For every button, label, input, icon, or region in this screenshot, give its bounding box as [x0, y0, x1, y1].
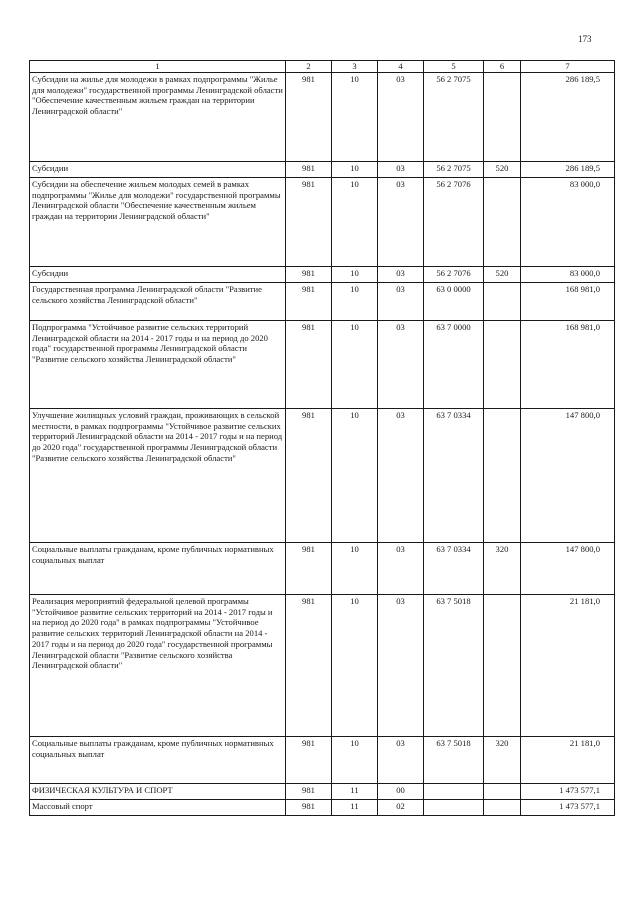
column-header: 3	[332, 61, 378, 73]
row-sum: 168 981,0	[521, 321, 615, 409]
row-name: Субсидии на обеспечение жильем молодых семей в рамках подпрограммы "Жилье для молодежи" государственной программы Ленинградской области "Обеспечение качественным жильем граждан на территории Ленинградской области"	[30, 178, 286, 267]
row-sum: 83 000,0	[521, 267, 615, 283]
row-code-target: 56 2 7076	[424, 267, 484, 283]
table-row	[30, 784, 615, 800]
row-code-target: 56 2 7076	[424, 178, 484, 267]
row-code-admin: 981	[286, 267, 332, 283]
row-code-admin: 981	[286, 595, 332, 737]
table-header-row	[30, 61, 615, 73]
row-name: Социальные выплаты гражданам, кроме публичных нормативных социальных выплат	[30, 543, 286, 595]
column-header: 2	[286, 61, 332, 73]
column-header: 5	[424, 61, 484, 73]
row-sum: 1 473 577,1	[521, 784, 615, 800]
row-code-target	[424, 784, 484, 800]
row-code-section: 10	[332, 162, 378, 178]
row-name: Субсидии на жилье для молодежи в рамках подпрограммы "Жилье для молодежи" государственной программы Ленинградской области "Обеспечение качественным жильем граждан на территории Ленинградской области"	[30, 73, 286, 162]
row-code-type: 320	[484, 543, 521, 595]
row-name: Подпрограмма "Устойчивое развитие сельских территорий Ленинградской области на 2014 - 2017 годы и на период до 2020 года" государственной программы Ленинградской области "Развитие сельского хозяйства Ленинградской области"	[30, 321, 286, 409]
table-row	[30, 321, 615, 409]
table-row	[30, 543, 615, 595]
row-name: ФИЗИЧЕСКАЯ КУЛЬТУРА И СПОРТ	[30, 784, 286, 800]
column-header: 7	[521, 61, 615, 73]
column-header: 1	[30, 61, 286, 73]
row-code-target: 63 7 0334	[424, 543, 484, 595]
row-sum: 21 181,0	[521, 595, 615, 737]
row-code-section: 10	[332, 409, 378, 543]
row-name: Реализация мероприятий федеральной целевой программы "Устойчивое развитие сельских территорий на 2014 - 2017 годы и на период до 2020 года" в рамках подпрограммы "Устойчивое развитие сельских территорий Ленинградской области на 2014 - 2017 годы и на период до 2020 года" государственной программы Ленинградской области "Развитие сельского хозяйства Ленинградской области"	[30, 595, 286, 737]
row-code-subsection: 03	[378, 267, 424, 283]
row-code-target: 63 7 0334	[424, 409, 484, 543]
row-code-section: 10	[332, 267, 378, 283]
row-sum: 21 181,0	[521, 737, 615, 784]
row-code-section: 10	[332, 543, 378, 595]
table-row	[30, 178, 615, 267]
row-code-subsection: 03	[378, 543, 424, 595]
row-code-admin: 981	[286, 409, 332, 543]
row-name: Массовый спорт	[30, 800, 286, 816]
row-code-type	[484, 73, 521, 162]
page-number: 173	[578, 34, 592, 44]
row-code-subsection: 02	[378, 800, 424, 816]
row-code-admin: 981	[286, 800, 332, 816]
row-code-target: 56 2 7075	[424, 73, 484, 162]
table-row	[30, 737, 615, 784]
row-code-section: 10	[332, 283, 378, 321]
row-name: Субсидии	[30, 162, 286, 178]
row-code-subsection: 03	[378, 737, 424, 784]
row-code-admin: 981	[286, 543, 332, 595]
row-code-section: 10	[332, 595, 378, 737]
row-sum: 147 800,0	[521, 409, 615, 543]
row-code-type	[484, 321, 521, 409]
budget-table	[29, 60, 615, 816]
row-sum: 168 981,0	[521, 283, 615, 321]
row-code-subsection: 03	[378, 595, 424, 737]
row-sum: 83 000,0	[521, 178, 615, 267]
table-row	[30, 162, 615, 178]
row-code-target: 63 7 0000	[424, 321, 484, 409]
row-code-subsection: 03	[378, 321, 424, 409]
row-code-section: 11	[332, 800, 378, 816]
table-row	[30, 267, 615, 283]
row-sum: 286 189,5	[521, 162, 615, 178]
row-code-type	[484, 409, 521, 543]
table-row	[30, 800, 615, 816]
row-code-admin: 981	[286, 178, 332, 267]
table-row	[30, 595, 615, 737]
row-code-subsection: 03	[378, 162, 424, 178]
row-code-section: 10	[332, 737, 378, 784]
row-code-subsection: 03	[378, 178, 424, 267]
row-code-subsection: 03	[378, 73, 424, 162]
row-code-type: 320	[484, 737, 521, 784]
row-name: Социальные выплаты гражданам, кроме публичных нормативных социальных выплат	[30, 737, 286, 784]
row-code-subsection: 03	[378, 409, 424, 543]
row-code-type	[484, 784, 521, 800]
row-code-type: 520	[484, 267, 521, 283]
column-header: 4	[378, 61, 424, 73]
row-code-type: 520	[484, 162, 521, 178]
row-code-target: 63 0 0000	[424, 283, 484, 321]
row-code-subsection: 00	[378, 784, 424, 800]
table-row	[30, 283, 615, 321]
row-code-admin: 981	[286, 283, 332, 321]
row-name: Субсидии	[30, 267, 286, 283]
row-name: Улучшение жилищных условий граждан, проживающих в сельской местности, в рамках подпрограммы "Устойчивое развитие сельских территорий Ленинградской области на 2014 - 2017 годы и на период до 2020 года" государственной программы Ленинградской области "Развитие сельского хозяйства Ленинградской области"	[30, 409, 286, 543]
row-code-admin: 981	[286, 737, 332, 784]
row-code-admin: 981	[286, 784, 332, 800]
table-row	[30, 409, 615, 543]
row-code-target	[424, 800, 484, 816]
column-header: 6	[484, 61, 521, 73]
row-code-target: 63 7 5018	[424, 595, 484, 737]
row-sum: 147 800,0	[521, 543, 615, 595]
row-name: Государственная программа Ленинградской области "Развитие сельского хозяйства Ленинградской области"	[30, 283, 286, 321]
row-sum: 1 473 577,1	[521, 800, 615, 816]
row-sum: 286 189,5	[521, 73, 615, 162]
row-code-section: 11	[332, 784, 378, 800]
row-code-section: 10	[332, 73, 378, 162]
row-code-subsection: 03	[378, 283, 424, 321]
row-code-target: 56 2 7075	[424, 162, 484, 178]
row-code-target: 63 7 5018	[424, 737, 484, 784]
row-code-admin: 981	[286, 73, 332, 162]
row-code-admin: 981	[286, 162, 332, 178]
row-code-type	[484, 595, 521, 737]
row-code-section: 10	[332, 178, 378, 267]
row-code-type	[484, 800, 521, 816]
row-code-admin: 981	[286, 321, 332, 409]
table-row	[30, 73, 615, 162]
row-code-type	[484, 283, 521, 321]
row-code-type	[484, 178, 521, 267]
row-code-section: 10	[332, 321, 378, 409]
